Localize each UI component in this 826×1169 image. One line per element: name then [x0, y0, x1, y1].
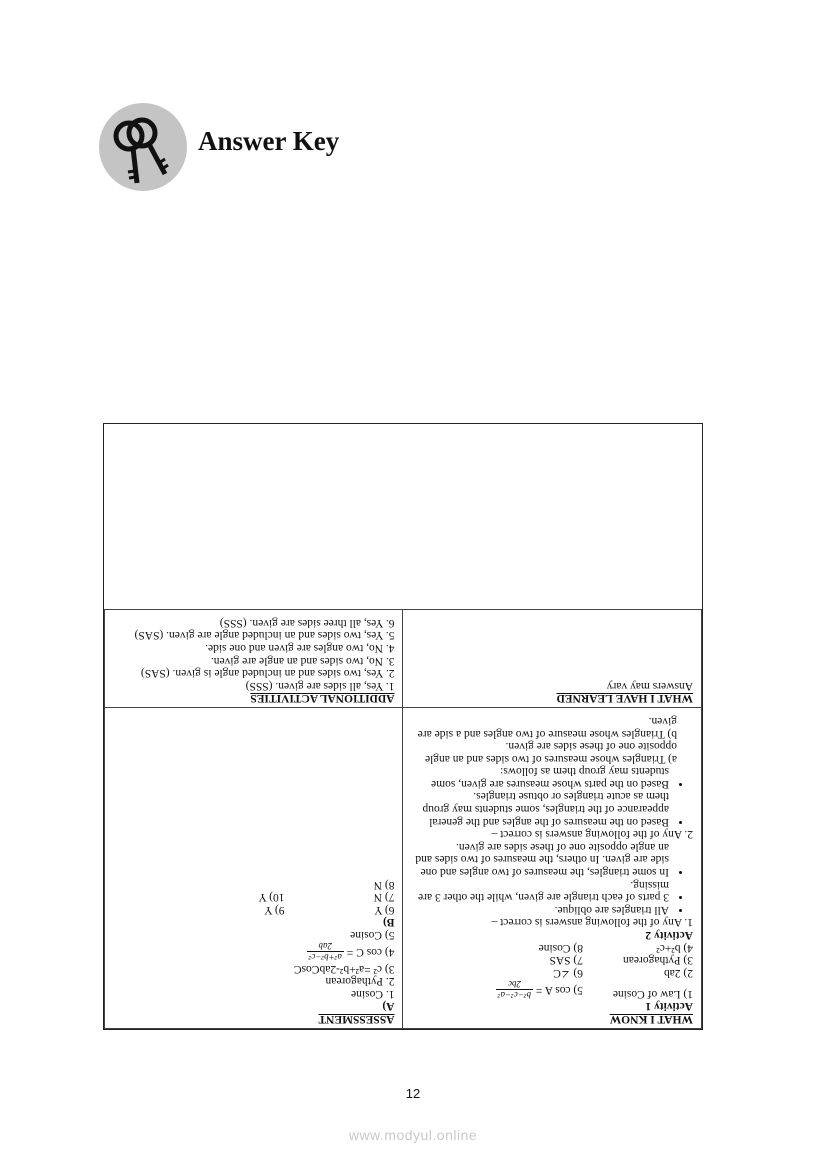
learned-text: Answers may vary	[606, 679, 693, 692]
list-item: 2. Pythagorean	[325, 975, 395, 988]
list-item: 6. Yes, all three sides are given. (SSS)	[219, 616, 395, 629]
part-b-list	[113, 878, 395, 916]
answer-table	[104, 609, 702, 1029]
list-item: • Based on the parts whose measures are given, some students may group them as follows:	[412, 765, 670, 790]
list-item: 1. Cosine	[351, 987, 395, 1000]
list-item: 5. Yes, two sides and an included angle are given. (SAS)	[134, 629, 395, 642]
what-i-know-cell	[403, 708, 702, 1029]
what-i-have-learned-cell	[403, 610, 702, 708]
activity2-label: Activity 2	[645, 929, 693, 942]
list-item: 6) Y	[374, 903, 395, 916]
list-item	[113, 878, 285, 891]
part-a-label: A)	[382, 1000, 395, 1013]
answer-key-logo	[99, 103, 187, 191]
list-item: 5) Cosine	[350, 929, 395, 942]
page-number: 12	[405, 1086, 421, 1101]
list-item: 8) Cosine	[538, 941, 583, 954]
list-item: 8) N	[373, 878, 395, 891]
fraction: b²−c²−a² 2bc	[497, 978, 532, 1000]
activity1-label: Activity 1	[645, 1000, 693, 1013]
watermark: www.modyul.online	[348, 1127, 478, 1143]
section-title-what-i-know: WHAT I KNOW	[609, 1013, 693, 1025]
list-item: 4. No, two angles are given and one side.	[205, 641, 395, 654]
section-title-what-i-have-learned: WHAT I HAVE LEARNED	[556, 692, 693, 705]
upside-down-answers	[104, 424, 702, 1029]
list-item: 2. Yes, two sides and an included angle is given. (SAS)	[140, 667, 395, 680]
fraction: a²+b²−c² 2ab	[308, 941, 342, 963]
list-item: 6) ∠C	[553, 966, 583, 979]
sub-item-a: a) Triangles whose measures of two sides and an angle opposite one of these sides are given.	[425, 740, 677, 765]
list-item: 1) Law of Cosine	[612, 987, 693, 1000]
activity2-bullets-1	[412, 840, 694, 916]
list-item: 4) cos C = a²+b²−c² 2ab	[308, 941, 395, 963]
list-item: 3) Pythagorean	[623, 954, 693, 967]
section-title-assessment: ASSESSMENT	[318, 1013, 395, 1025]
list-item: • In some triangles, the measures of two angles and one side are given. In others, the measures of two sides and an angle opposite one of these sides are given.	[412, 840, 670, 878]
section-title-additional-activities: ADDITIONAL ACTIVITIES	[250, 692, 395, 705]
list-item: 4) b²+c²	[656, 941, 693, 954]
list-item: • 3 parts of each triangle are given, while the other 3 are missing.	[412, 878, 670, 903]
list-item: 1. Yes, all sides are given. (SSS)	[245, 679, 395, 692]
assessment-cell	[105, 708, 404, 1029]
list-item: 9) Y	[264, 903, 285, 916]
list-item: 7) SAS	[549, 954, 583, 967]
list-item: 7) N	[373, 891, 395, 904]
list-item: 10) Y	[258, 891, 285, 904]
activity2-intro: 1. Any of the following answers is correct –	[491, 916, 693, 929]
part-b-label: B)	[383, 916, 395, 929]
list-item: 3) c² =a²+b²-2abCosC	[293, 962, 395, 975]
list-item: • Based on the measures of the angles and the general appearance of the triangles, some students may group them as acute triangles or obtuse triangles.	[412, 790, 670, 828]
page-title: Answer Key	[198, 126, 340, 156]
list-item: • All triangles are oblique.	[412, 903, 670, 916]
keys-icon	[99, 103, 187, 191]
answer-key-box	[103, 423, 703, 1030]
list-item: 3. No, two sides and an angle are given.	[210, 654, 395, 667]
list-item: 5) cos A = b²−c²−a² 2bc	[497, 978, 583, 1000]
activity2-bullets-2	[412, 765, 694, 828]
activity1-list	[412, 941, 694, 1000]
additional-activities-cell	[105, 610, 404, 708]
sub-item-b: b) Triangles whose measure of two angles and a side are given.	[417, 714, 677, 740]
list-item: 2) 2ab	[663, 966, 693, 979]
activity2-intro-2: 2. Any of the following answers is correct –	[491, 828, 693, 841]
